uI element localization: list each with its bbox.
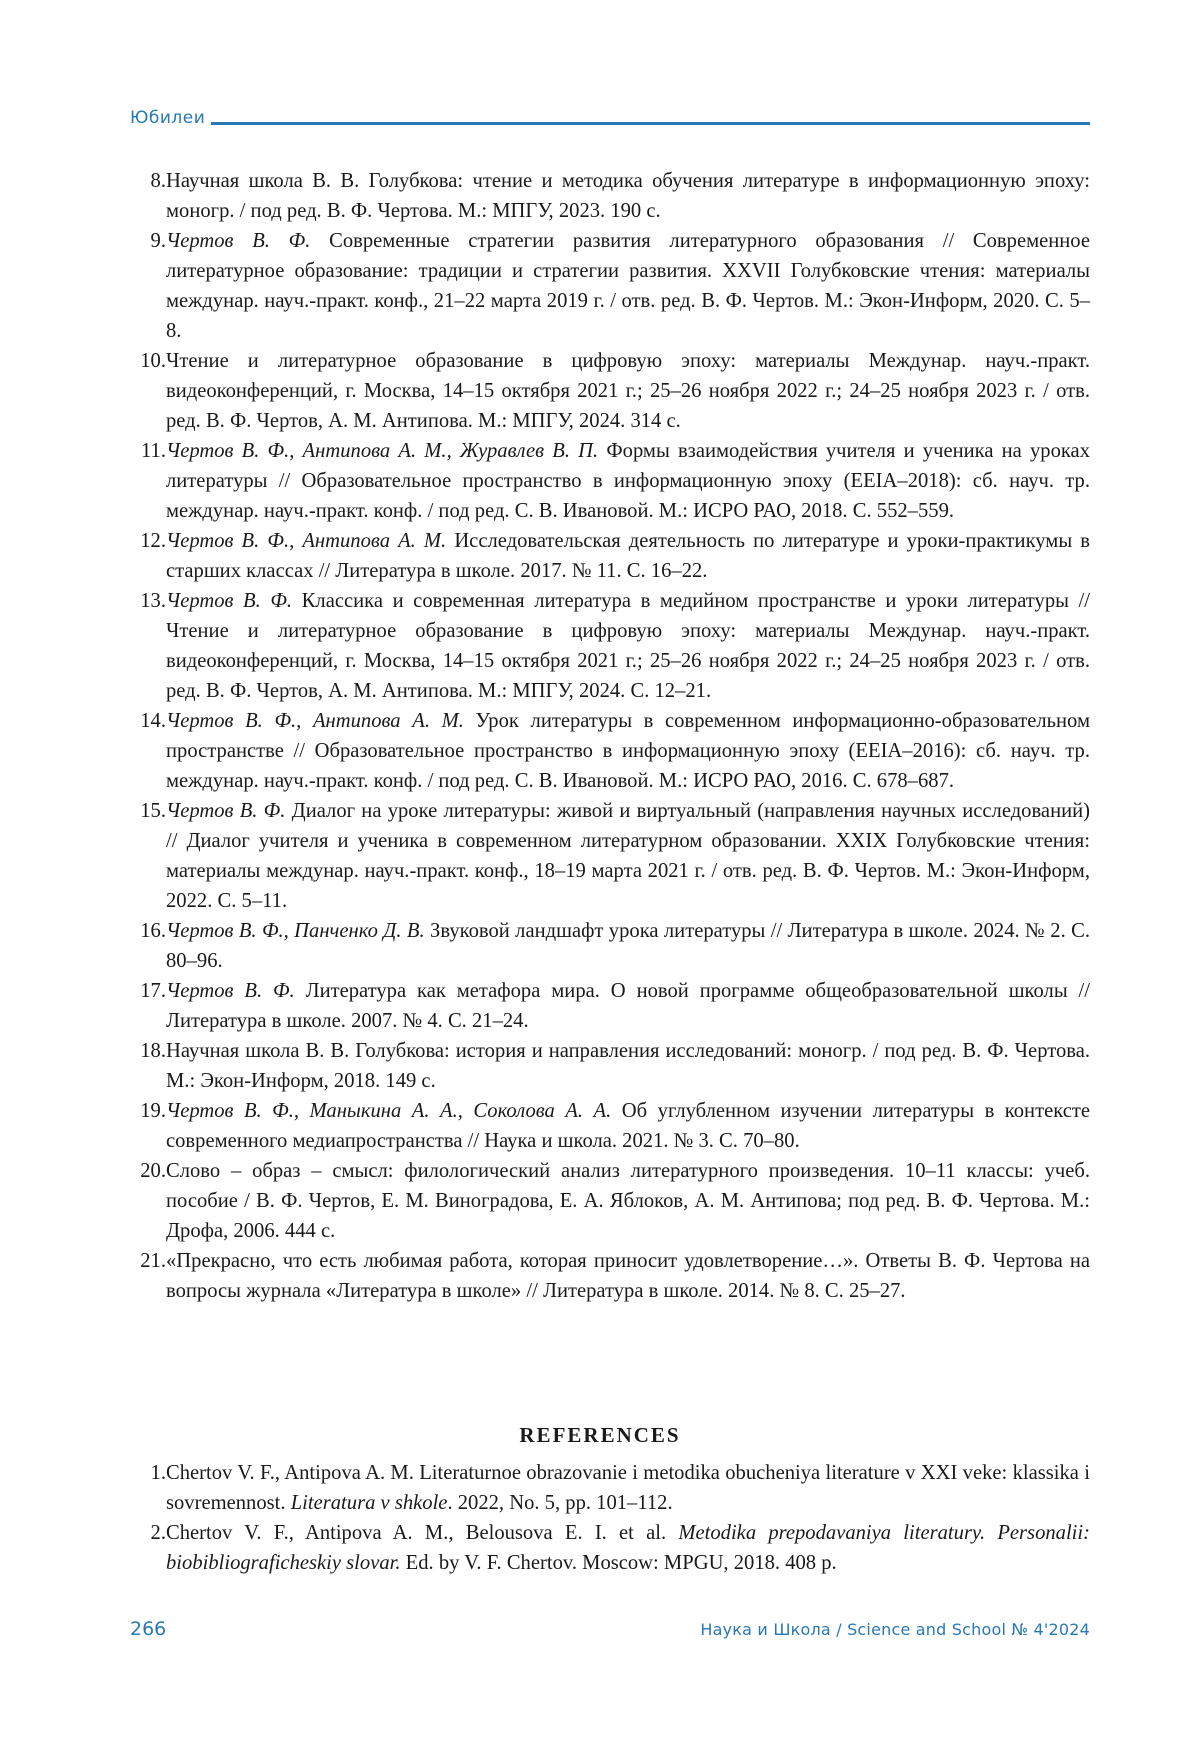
reference-segment: Классика и современная литература в медийном пространстве и уроки литературы // Чтение и литературное образование в цифровую эпоху: материалы Междунар. науч.-практ. видеоконференций, г. Москва, 14–15 октября 2021 г.; 25–26 ноября 2022 г.; 24–25 ноября 2023 г. / отв. ред. В. Ф. Чертов, А. М. Антипова. М.: МПГУ, 2024. С. 12–21. <box>166 590 1090 702</box>
reference-segment: Научная школа В. В. Голубкова: история и направления исследований: моногр. / под ред. В. Ф. Чертова. М.: Экон-Информ, 2018. 149 с. <box>166 1040 1090 1092</box>
reference-item <box>120 916 1090 976</box>
reference-number: 14. <box>140 710 166 732</box>
reference-item <box>120 1036 1090 1096</box>
reference-text <box>166 1246 1090 1306</box>
reference-authors-italic: Чертов В. Ф., Антипова А. М., Журавлев В. П. <box>166 440 599 462</box>
reference-segment: Слово – образ – смысл: филологический анализ литературного произведения. 10–11 классы: учеб. пособие / В. Ф. Чертов, Е. М. Виноградова, Е. А. Яблоков, А. М. Антипова; под ред. В. Ф. Чертова. М.: Дрофа, 2006. 444 с. <box>166 1160 1090 1242</box>
reference-authors-italic: Чертов В. Ф. <box>166 230 311 252</box>
reference-text <box>166 166 1090 226</box>
reference-number: 19. <box>140 1100 166 1122</box>
reference-number: 15. <box>140 800 166 822</box>
reference-number: 2. <box>150 1522 166 1544</box>
reference-number: 13. <box>140 590 166 612</box>
reference-segment: Звуковой ландшафт урока литературы // Литература в школе. 2024. № 2. С. 80–96. <box>166 920 1091 972</box>
reference-segment: Чтение и литературное образование в цифровую эпоху: материалы Междунар. науч.-практ. видеоконференций, г. Москва, 14–15 октября 2021 г.; 25–26 ноября 2022 г.; 24–25 ноября 2023 г. / отв. ред. В. Ф. Чертов, А. М. Антипова. М.: МПГУ, 2024. 314 с. <box>166 350 1090 432</box>
reference-item <box>120 796 1090 916</box>
running-header <box>130 104 1090 128</box>
page-footer <box>130 1618 1090 1640</box>
reference-text <box>166 346 1090 436</box>
reference-item <box>120 1518 1090 1578</box>
reference-authors-italic: Literatura v shkole <box>290 1492 448 1514</box>
reference-authors-italic: Чертов В. Ф., Панченко Д. В. <box>166 920 425 942</box>
reference-number: 10. <box>140 350 166 372</box>
reference-item <box>120 706 1090 796</box>
reference-number: 16. <box>140 920 166 942</box>
reference-item <box>120 586 1090 706</box>
reference-text <box>166 526 1090 586</box>
reference-segment: Современные стратегии развития литературного образования // Современное литературное образование: традиции и стратегии развития. XXVII Голубковские чтения: материалы междунар. науч.-практ. конф., 21–22 марта 2019 г. / отв. ред. В. Ф. Чертов. М.: Экон-Информ, 2020. С. 5–8. <box>166 230 1090 342</box>
reference-text <box>166 1156 1090 1246</box>
reference-number: 20. <box>140 1160 166 1182</box>
reference-segment: Литература как метафора мира. О новой программе общеобразовательной школы // Литература в школе. 2007. № 4. С. 21–24. <box>166 980 1090 1032</box>
reference-number: 1. <box>150 1462 166 1484</box>
reference-item <box>120 346 1090 436</box>
reference-text <box>166 976 1090 1036</box>
reference-authors-italic: Чертов В. Ф., Антипова А. М. <box>166 530 447 552</box>
reference-segment: Исследовательская деятельность по литературе и уроки-практикумы в старших классах // Литература в школе. 2017. № 11. С. 16–22. <box>166 530 1090 582</box>
reference-segment: «Прекрасно, что есть любимая работа, которая приносит удовлетворение…». Ответы В. Ф. Чертова на вопросы журнала «Литература в школе» // Литература в школе. 2014. № 8. С. 25–27. <box>166 1250 1090 1302</box>
reference-text <box>166 586 1090 706</box>
reference-text <box>166 706 1090 796</box>
reference-text <box>166 1518 1090 1578</box>
references-heading: REFERENCES <box>519 1423 681 1447</box>
reference-segment: Урок литературы в современном информационно-образовательном пространстве // Образовательное пространство в информационную эпоху (EEIA–2016): сб. науч. тр. междунар. науч.-практ. конф. / под ред. С. В. Ивановой. М.: ИСРО РАО, 2016. С. 678–687. <box>166 710 1090 792</box>
reference-text <box>166 1096 1090 1156</box>
page-number: 266 <box>130 1618 167 1640</box>
reference-list-english <box>120 1458 1090 1578</box>
journal-title: Наука и Школа / Science and School № 4'2024 <box>700 1620 1090 1639</box>
reference-item <box>120 226 1090 346</box>
reference-number: 8. <box>150 170 166 192</box>
reference-item <box>120 1096 1090 1156</box>
reference-item <box>120 1246 1090 1306</box>
reference-text <box>166 796 1090 916</box>
reference-text <box>166 436 1090 526</box>
reference-item <box>120 436 1090 526</box>
reference-item <box>120 1458 1090 1518</box>
reference-number: 9. <box>150 230 166 252</box>
reference-item <box>120 166 1090 226</box>
reference-segment: Диалог на уроке литературы: живой и виртуальный (направления научных исследований) // Диалог учителя и ученика в современном литературном образовании. XXIX Голубковские чтения: материалы междунар. науч.-практ. конф., 18–19 марта 2021 г. / отв. ред. В. Ф. Чертов. М.: Экон-Информ, 2022. С. 5–11. <box>166 800 1090 912</box>
reference-authors-italic: Чертов В. Ф. <box>166 590 293 612</box>
reference-authors-italic: Чертов В. Ф. <box>166 980 295 1002</box>
reference-text <box>166 226 1090 346</box>
reference-authors-italic: Чертов В. Ф. <box>166 800 286 822</box>
reference-text <box>166 1458 1090 1518</box>
reference-segment: Формы взаимодействия учителя и ученика на уроках литературы // Образовательное пространство в информационную эпоху (EEIA–2018): сб. науч. тр. междунар. науч.-практ. конф. / под ред. С. В. Ивановой. М.: ИСРО РАО, 2018. С. 552–559. <box>166 440 1090 522</box>
reference-number: 18. <box>140 1040 166 1062</box>
reference-item <box>120 1156 1090 1246</box>
reference-item <box>120 526 1090 586</box>
reference-segment: Chertov V. F., Antipova A. M., Belousova E. I. et al. <box>166 1522 679 1544</box>
reference-number: 17. <box>140 980 166 1002</box>
reference-number: 11. <box>141 440 166 462</box>
reference-segment: Об углубленном изучении литературы в контексте современного медиапространства // Наука и школа. 2021. № 3. С. 70–80. <box>166 1100 1090 1152</box>
reference-list-russian <box>120 166 1090 1306</box>
reference-text <box>166 916 1090 976</box>
reference-number: 12. <box>140 530 166 552</box>
reference-authors-italic: Metodika prepodavaniya literatury. Personalii: biobibliograficheskiy slovar. <box>166 1522 1090 1574</box>
reference-authors-italic: Чертов В. Ф., Антипова А. М. <box>166 710 464 732</box>
reference-segment: Chertov V. F., Antipova A. M. Literaturnoe obrazovanie i metodika obucheniya literature v XXI veke: klassika i sovremennost. <box>166 1462 1090 1514</box>
header-rule <box>211 122 1090 125</box>
reference-text <box>166 1036 1090 1096</box>
reference-authors-italic: Чертов В. Ф., Маныкина А. А., Соколова А. А. <box>166 1100 612 1122</box>
reference-segment: . 2022, No. 5, pp. 101–112. <box>447 1492 673 1514</box>
reference-number: 21. <box>140 1250 166 1272</box>
reference-segment: Ed. by V. F. Chertov. Moscow: MPGU, 2018. 408 p. <box>400 1552 837 1574</box>
reference-item <box>120 976 1090 1036</box>
section-title: Юбилеи <box>130 108 206 128</box>
reference-segment: Научная школа В. В. Голубкова: чтение и методика обучения литературе в информационную эпоху: моногр. / под ред. В. Ф. Чертова. М.: МПГУ, 2023. 190 с. <box>166 170 1090 222</box>
